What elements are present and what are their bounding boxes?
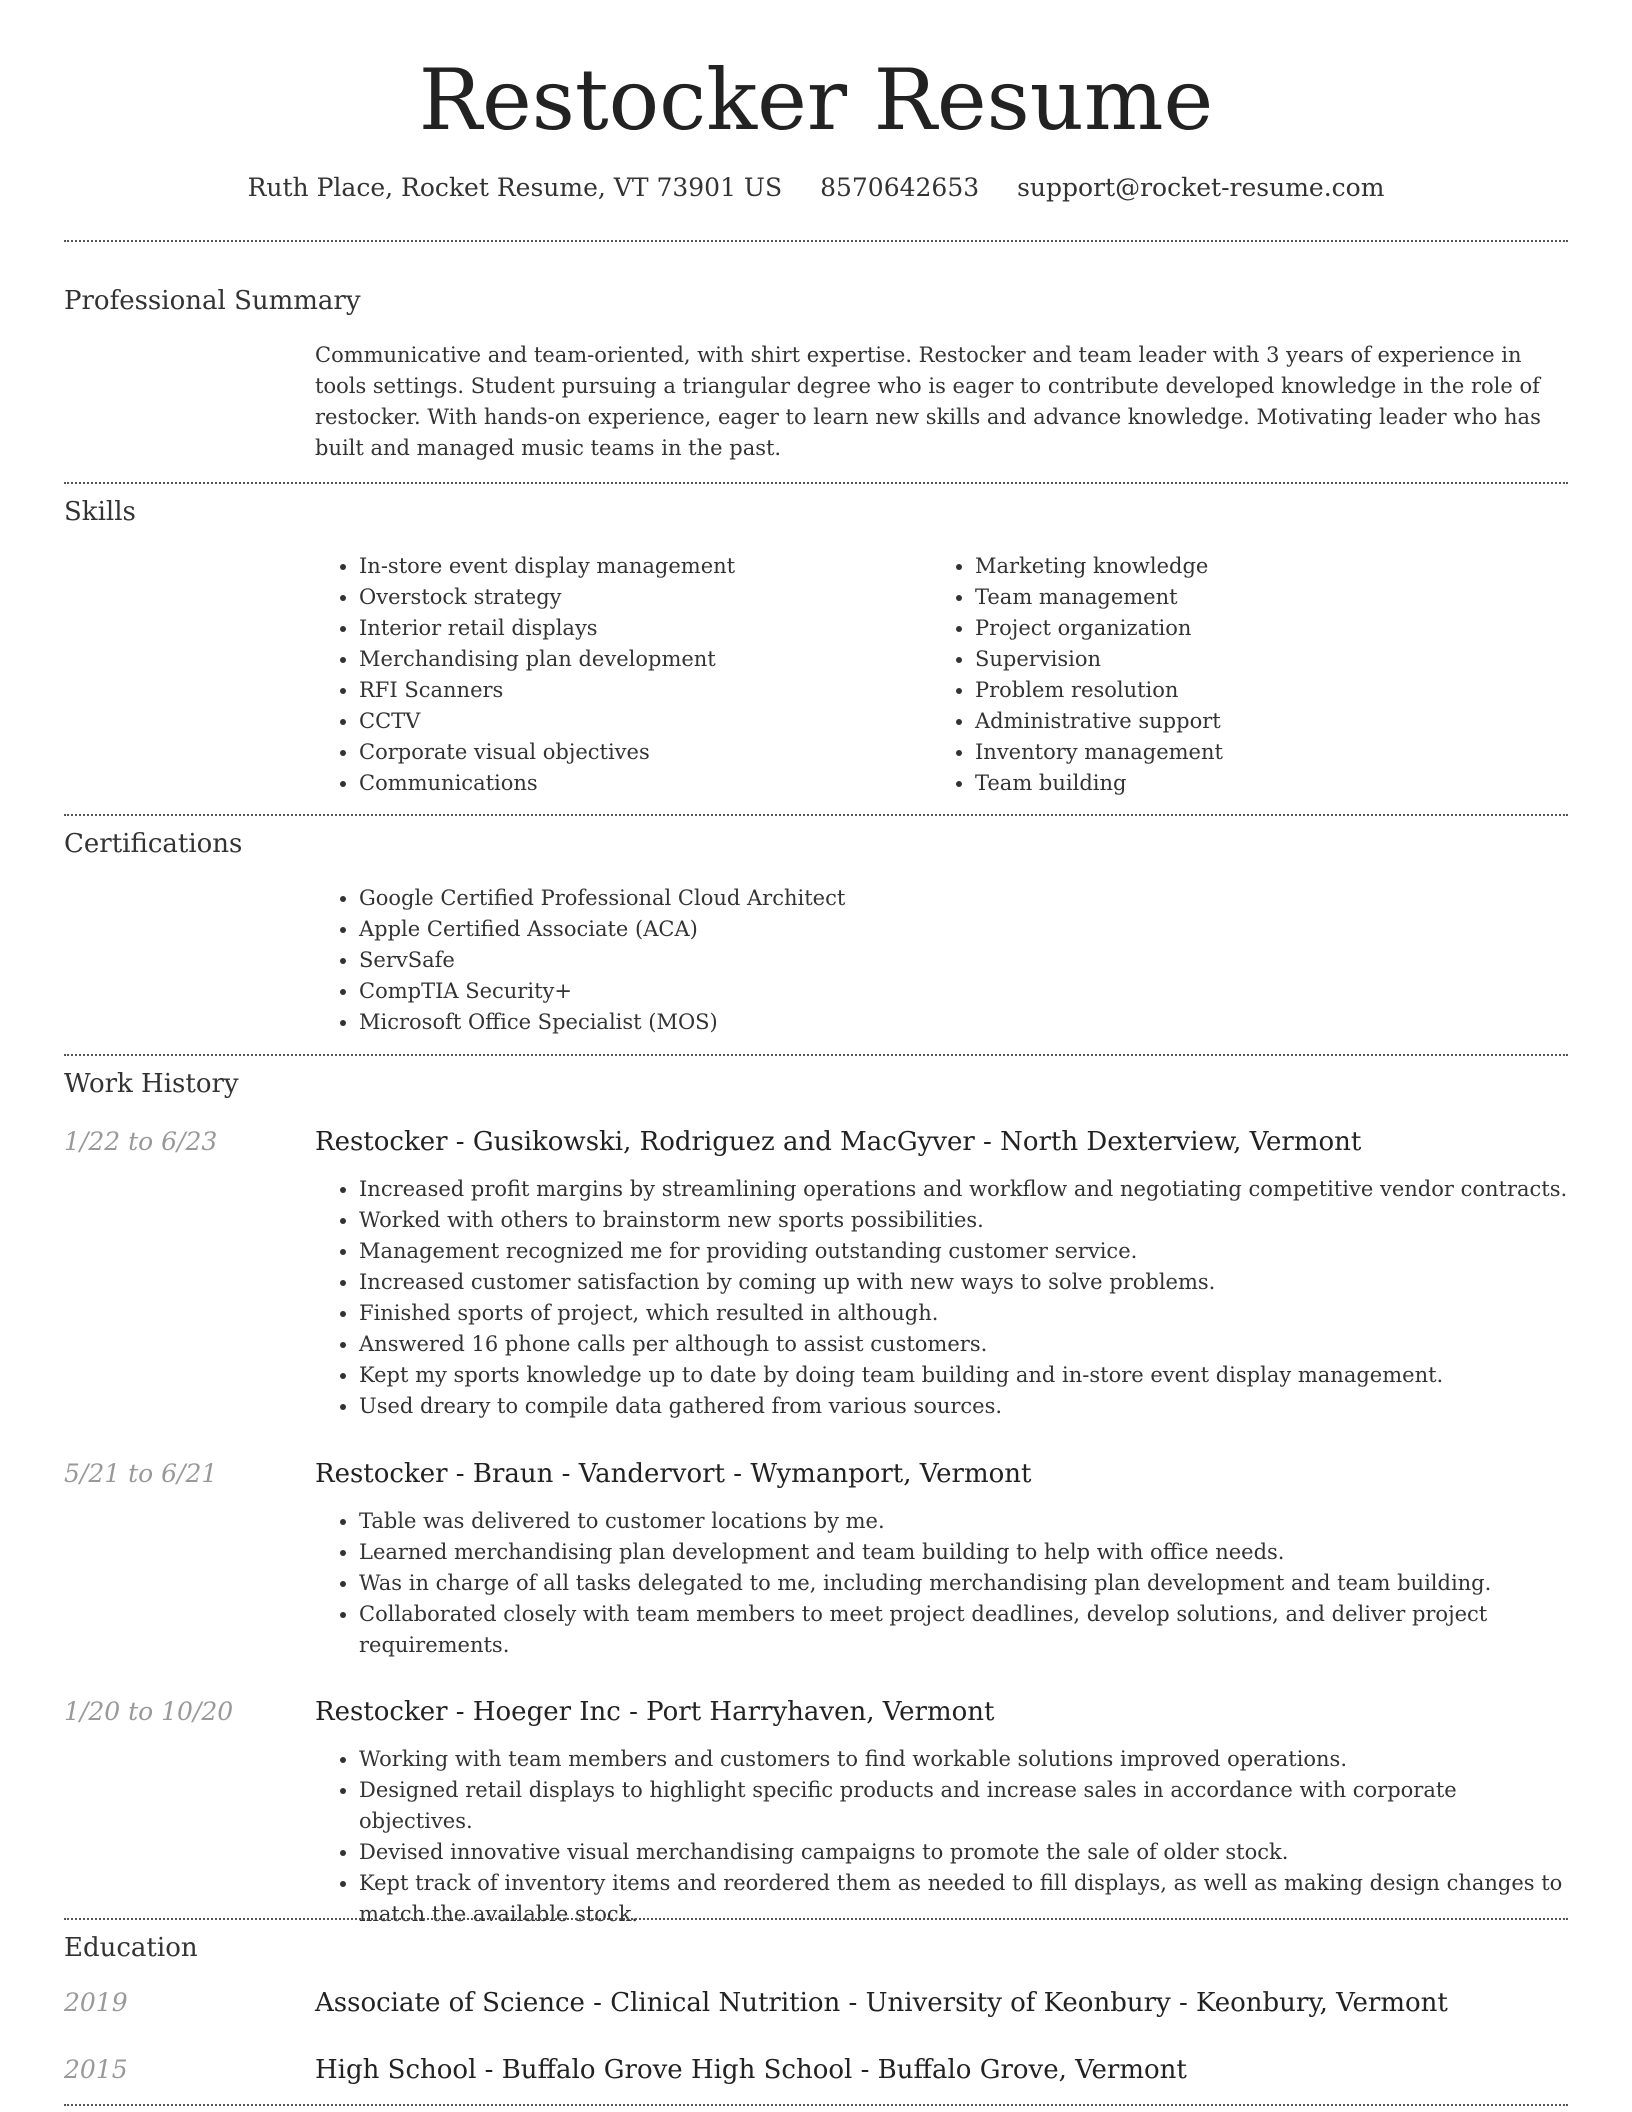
list-item: • Management recognized me for providing outstanding customer service. — [359, 1236, 1570, 1267]
list-item: • Administrative support — [975, 706, 1531, 737]
list-item: • Answered 16 phone calls per although to assist customers. — [359, 1329, 1570, 1360]
list-item: • RFI Scanners — [359, 675, 915, 706]
list-item: • Table was delivered to customer locations by me. — [359, 1506, 1570, 1537]
job-bullets — [315, 1174, 1570, 1422]
contact-line — [0, 170, 1632, 206]
list-item: • ServSafe — [359, 945, 1565, 976]
section-title-certifications: Certifications — [64, 829, 243, 859]
list-item: • Was in charge of all tasks delegated to me, including merchandising plan development and team building. — [359, 1568, 1570, 1599]
list-item: • Team management — [975, 582, 1531, 613]
list-item: • Kept my sports knowledge up to date by doing team building and in-store event display management. — [359, 1360, 1570, 1391]
list-item: • Finished sports of project, which resulted in although. — [359, 1298, 1570, 1329]
section-title-work-history: Work History — [64, 1069, 239, 1099]
education-date: 2019 — [64, 1988, 128, 2017]
list-item: • Corporate visual objectives — [359, 737, 915, 768]
list-item: • Google Certified Professional Cloud Architect — [359, 883, 1565, 914]
list-item: • Worked with others to brainstorm new sports possibilities. — [359, 1205, 1570, 1236]
list-item: • Microsoft Office Specialist (MOS) — [359, 1007, 1565, 1038]
section-divider — [64, 482, 1568, 484]
section-title-skills: Skills — [64, 497, 136, 527]
section-title-summary: Professional Summary — [64, 286, 361, 316]
job-title: Restocker - Hoeger Inc - Port Harryhaven, Vermont — [315, 1697, 995, 1727]
contact-address: Ruth Place, Rocket Resume, VT 73901 US — [247, 173, 783, 202]
job-bullets — [315, 1506, 1570, 1661]
job-title: Restocker - Gusikowski, Rodriguez and MacGyver - North Dexterview, Vermont — [315, 1127, 1362, 1157]
list-item: • Working with team members and customers to find workable solutions improved operations. — [359, 1744, 1570, 1775]
list-item: • Increased profit margins by streamlining operations and workflow and negotiating competitive vendor contracts. — [359, 1174, 1570, 1205]
list-item: • Increased customer satisfaction by coming up with new ways to solve problems. — [359, 1267, 1570, 1298]
summary-text: Communicative and team-oriented, with shirt expertise. Restocker and team leader with 3 years of experience in tools settings. Student pursuing a triangular degree who is eager to contribute developed knowledge in the role of restocker. With hands-on experience, eager to learn new skills and advance knowledge. Motivating leader who has built and managed music teams in the past. — [315, 343, 1541, 460]
certifications-list — [315, 883, 1565, 1038]
list-item: • Kept track of inventory items and reordered them as needed to fill displays, as well as making design changes to match the available stock. — [359, 1868, 1570, 1930]
list-item: • Team building — [975, 768, 1531, 799]
list-item: • Communications — [359, 768, 915, 799]
education-date: 2015 — [64, 2055, 128, 2084]
resume-title: Restocker Resume — [418, 51, 1214, 149]
list-item: • In-store event display management — [359, 551, 915, 582]
list-item: • Designed retail displays to highlight specific products and increase sales in accordance with corporate objectives. — [359, 1775, 1570, 1837]
education-title: High School - Buffalo Grove High School - Buffalo Grove, Vermont — [315, 2055, 1187, 2085]
list-item: • CCTV — [359, 706, 915, 737]
job-date: 1/22 to 6/23 — [64, 1127, 218, 1156]
contact-email: support@rocket-resume.com — [1017, 173, 1385, 202]
list-item: • Devised innovative visual merchandising campaigns to promote the sale of older stock. — [359, 1837, 1570, 1868]
list-item: • Merchandising plan development — [359, 644, 915, 675]
list-item: • Overstock strategy — [359, 582, 915, 613]
section-divider — [64, 240, 1568, 242]
list-item: • Project organization — [975, 613, 1531, 644]
list-item: • Collaborated closely with team members to meet project deadlines, develop solutions, and deliver project requirements. — [359, 1599, 1570, 1661]
job-bullets — [315, 1744, 1570, 1930]
list-item: • Used dreary to compile data gathered from various sources. — [359, 1391, 1570, 1422]
list-item: • Apple Certified Associate (ACA) — [359, 914, 1565, 945]
skills-column-1 — [315, 551, 915, 799]
section-divider — [64, 2104, 1568, 2106]
education-title: Associate of Science - Clinical Nutrition - University of Keonbury - Keonbury, Vermont — [315, 1988, 1448, 2018]
skills-column-2 — [931, 551, 1531, 799]
job-date: 1/20 to 10/20 — [64, 1697, 234, 1726]
list-item: • Inventory management — [975, 737, 1531, 768]
list-item: • Interior retail displays — [359, 613, 915, 644]
section-divider — [64, 1054, 1568, 1056]
job-date: 5/21 to 6/21 — [64, 1459, 218, 1488]
list-item: • Supervision — [975, 644, 1531, 675]
list-item: • Problem resolution — [975, 675, 1531, 706]
section-title-education: Education — [64, 1933, 198, 1963]
section-divider — [64, 1918, 1568, 1920]
list-item: • Marketing knowledge — [975, 551, 1531, 582]
list-item: • CompTIA Security+ — [359, 976, 1565, 1007]
job-title: Restocker - Braun - Vandervort - Wymanport, Vermont — [315, 1459, 1032, 1489]
contact-phone: 8570642653 — [820, 173, 980, 202]
section-divider — [64, 814, 1568, 816]
list-item: • Learned merchandising plan development and team building to help with office needs. — [359, 1537, 1570, 1568]
